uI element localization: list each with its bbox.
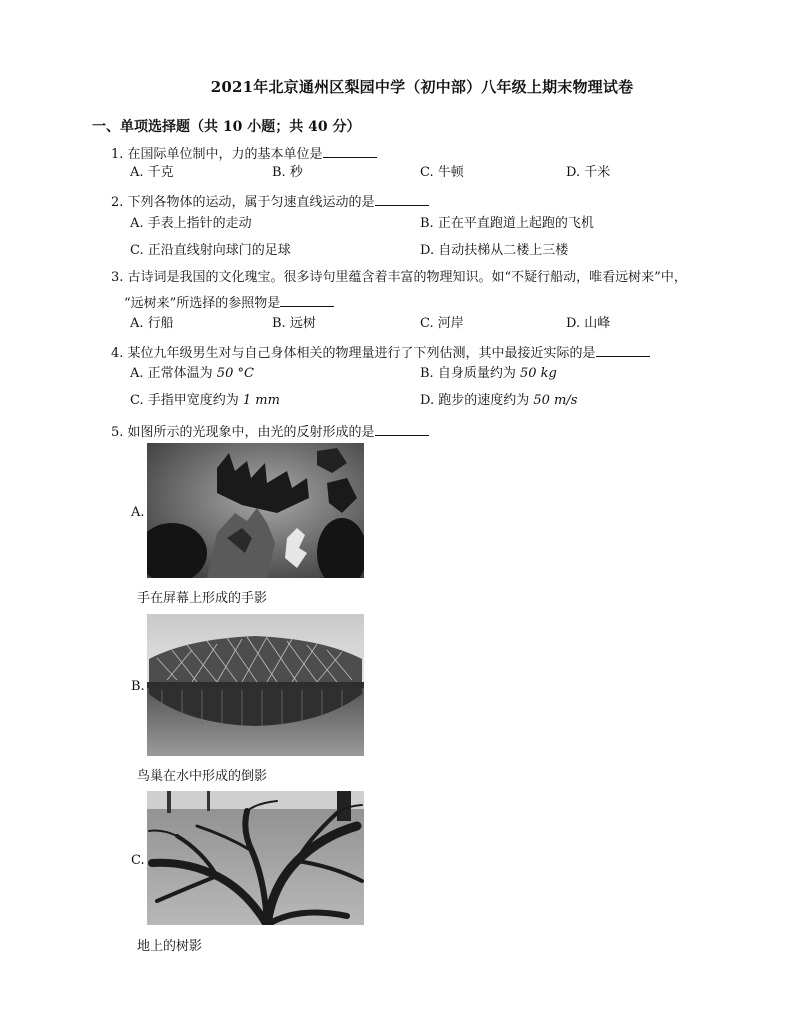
option-a: A. 行船 <box>130 316 174 331</box>
section-heading: 一、单项选择题（共 10 小题；共 40 分） <box>92 119 361 135</box>
option-c: C. 牛顿 <box>420 165 464 180</box>
question-stem: 1. 在国际单位制中，力的基本单位是 <box>111 147 323 162</box>
tree-shadow-photo <box>147 791 364 925</box>
question-stem-continued: “远树来”所选择的参照物是 <box>124 296 281 311</box>
option-b: B. 正在平直跑道上起跑的飞机 <box>420 216 594 231</box>
question-3 <box>111 269 687 287</box>
option-a <box>130 365 254 383</box>
option-b: B. 远树 <box>272 316 316 331</box>
page-title: 2021年北京通州区梨园中学（初中部）八年级上期末物理试卷 <box>210 78 634 96</box>
option-text: A. 正常体温为 <box>130 366 217 381</box>
answer-blank <box>280 292 334 307</box>
option-a: A. 手表上指针的走动 <box>130 216 252 231</box>
answer-blank <box>375 421 429 436</box>
option-c: C. 河岸 <box>420 316 464 331</box>
option-value: 50 m/s <box>533 393 578 408</box>
hand-shadow-photo <box>147 443 364 578</box>
image-label-c: C. <box>131 853 145 868</box>
option-a: A. 千克 <box>130 165 174 180</box>
image-caption-a: 手在屏幕上形成的手影 <box>137 591 268 606</box>
answer-blank <box>323 143 377 158</box>
question-4 <box>111 342 650 363</box>
option-text: B. 自身质量约为 <box>420 366 520 381</box>
option-b: B. 秒 <box>272 165 303 180</box>
option-c <box>130 392 280 410</box>
question-3-continued <box>124 292 334 313</box>
hand-shadow-image <box>147 443 364 578</box>
image-caption-b: 鸟巢在水中形成的倒影 <box>137 769 268 784</box>
option-b <box>420 365 557 383</box>
answer-blank <box>596 342 650 357</box>
question-stem: 5. 如图所示的光现象中，由光的反射形成的是 <box>111 425 375 440</box>
question-5 <box>111 421 429 442</box>
tree-shadow-image <box>147 791 364 925</box>
option-d: D. 山峰 <box>566 316 611 331</box>
option-d: D. 自动扶梯从二楼上三楼 <box>420 243 569 258</box>
question-stem: 4. 某位九年级男生对与自己身体相关的物理量进行了下列估测，其中最接近实际的是 <box>111 346 596 361</box>
image-label-b: B. <box>131 679 145 694</box>
option-text: D. 跑步的速度约为 <box>420 393 534 408</box>
option-value: 1 mm <box>242 393 280 408</box>
image-caption-c: 地上的树影 <box>137 939 203 954</box>
option-d <box>420 392 577 410</box>
option-c: C. 正沿直线射向球门的足球 <box>130 243 291 258</box>
option-text: C. 手指甲宽度约为 <box>130 393 243 408</box>
question-2 <box>111 191 429 212</box>
question-stem: 3. 古诗词是我国的文化瑰宝。很多诗句里蕴含着丰富的物理知识。如“不疑行船动，唯看远树来”中， <box>111 270 687 285</box>
birds-nest-photo <box>147 614 364 756</box>
birds-nest-reflection-image <box>147 614 364 756</box>
option-value: 50 kg <box>519 366 557 381</box>
image-label-a: A. <box>131 505 145 520</box>
question-1 <box>111 143 377 164</box>
answer-blank <box>375 191 429 206</box>
question-stem: 2. 下列各物体的运动，属于匀速直线运动的是 <box>111 195 375 210</box>
option-d: D. 千米 <box>566 165 611 180</box>
option-value: 50 °C <box>216 366 254 381</box>
